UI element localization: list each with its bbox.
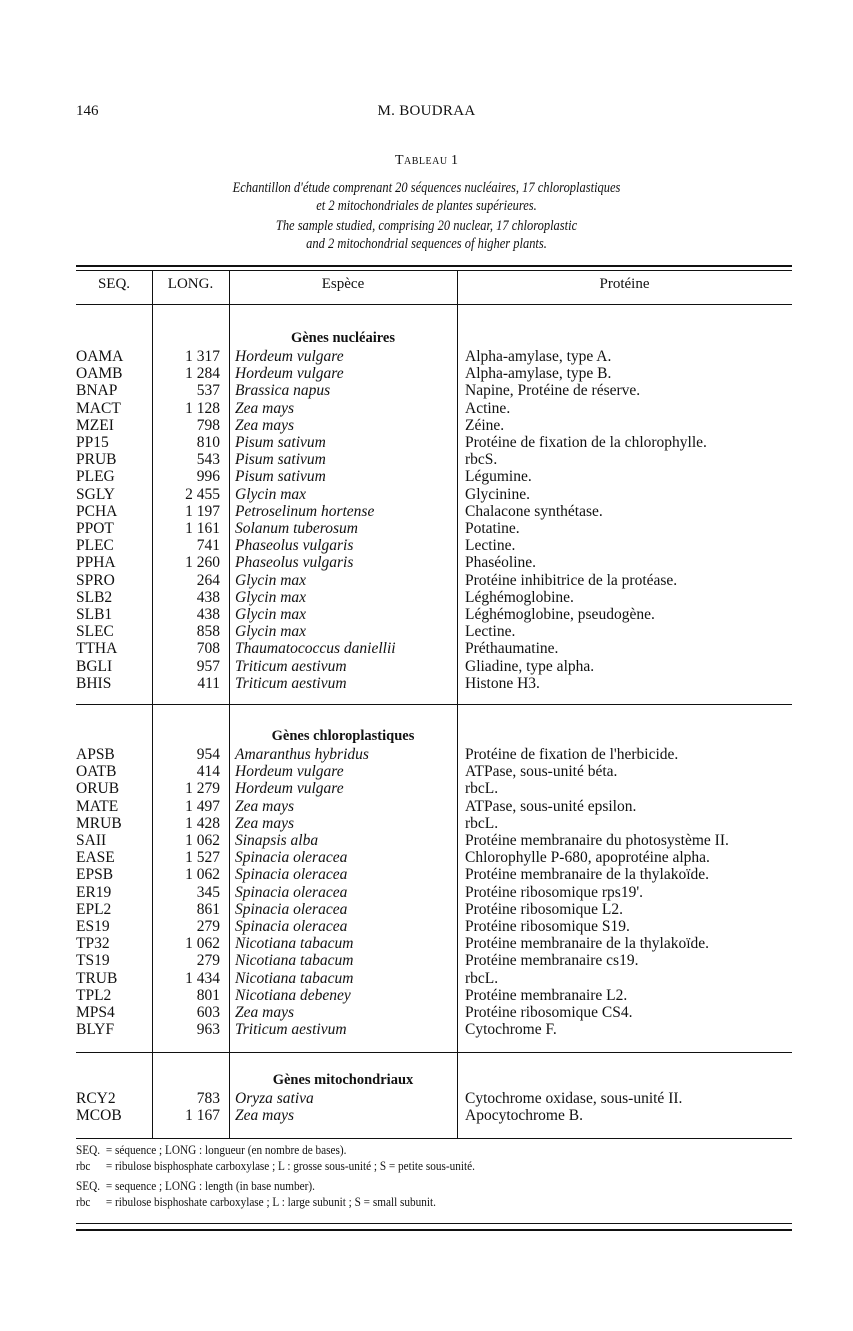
- seq-code: ES19: [76, 918, 110, 935]
- seq-length: 1 434: [185, 969, 220, 987]
- seq-length: 543: [196, 451, 220, 469]
- seq-code: RCY2: [76, 1090, 116, 1107]
- species-name: Spinacia oleracea: [235, 849, 348, 867]
- column-divider: [457, 270, 458, 1138]
- seq-length: 411: [197, 674, 220, 692]
- protein-name: Histone H3.: [465, 674, 540, 692]
- species-name: Zea mays: [235, 416, 294, 434]
- running-head: M. BOUDRAA: [377, 103, 476, 119]
- protein-name: Chlorophylle P-680, apoprotéine alpha.: [465, 849, 710, 867]
- seq-code: BHIS: [76, 674, 112, 692]
- seq-code: OAMB: [76, 365, 123, 383]
- species-name: Hordeum vulgare: [235, 763, 344, 781]
- protein-name: Préthaumatine.: [465, 640, 559, 658]
- species-name: Zea mays: [235, 399, 294, 417]
- protein-name: Protéine membranaire du photosystème II.: [465, 832, 729, 849]
- table-note: [76, 1159, 475, 1174]
- seq-length: 264: [196, 571, 220, 589]
- species-name: Glycin max: [235, 485, 307, 503]
- note-abbrev: rbc: [76, 1195, 91, 1209]
- species-name: Nicotiana debeney: [235, 986, 351, 1004]
- species-name: Thaumatococcus daniellii: [235, 640, 396, 658]
- seq-code: MACT: [76, 399, 121, 417]
- note-definition: = séquence ; LONG : longueur (en nombre de bases).: [103, 1143, 347, 1157]
- seq-code: APSB: [76, 746, 115, 763]
- species-name: Brassica napus: [235, 382, 331, 400]
- note-abbrev: SEQ.: [76, 1143, 101, 1157]
- species-name: Glycin max: [235, 606, 307, 623]
- species-name: Petroselinum hortense: [235, 502, 375, 520]
- seq-length: 438: [196, 588, 220, 606]
- species-name: Pisum sativum: [235, 434, 326, 451]
- bottom-rule-2: [76, 1229, 792, 1231]
- protein-name: Napine, Protéine de réserve.: [465, 382, 641, 400]
- species-name: Triticum aestivum: [235, 657, 347, 675]
- seq-length: 345: [196, 883, 220, 901]
- top-rule-2: [76, 270, 792, 271]
- seq-length: 954: [196, 746, 220, 763]
- seq-code: PLEG: [76, 468, 115, 486]
- seq-length: 1 128: [185, 399, 220, 417]
- species-name: Oryza sativa: [235, 1090, 314, 1107]
- protein-name: Cytochrome oxidase, sous-unité II.: [465, 1090, 683, 1107]
- seq-code: TRUB: [76, 969, 118, 987]
- species-name: Zea mays: [235, 1004, 294, 1021]
- seq-code: SGLY: [76, 485, 115, 503]
- bottom-rule-1: [76, 1223, 792, 1224]
- seq-code: EASE: [76, 849, 115, 867]
- species-name: Spinacia oleracea: [235, 883, 348, 901]
- seq-code: EPSB: [76, 866, 114, 884]
- seq-code: OAMA: [76, 348, 124, 365]
- seq-length: 1 527: [185, 849, 220, 867]
- header-seq: SEQ.: [97, 276, 131, 292]
- table-label: [0, 153, 853, 169]
- seq-length: 2 455: [185, 485, 220, 503]
- page-number: 146: [76, 103, 99, 119]
- seq-code: PLEC: [76, 537, 114, 555]
- seq-length: 438: [196, 606, 220, 623]
- species-name: Spinacia oleracea: [235, 918, 348, 935]
- seq-code: SLB1: [76, 606, 113, 623]
- table-note: [76, 1195, 436, 1210]
- protein-name: rbcS.: [465, 451, 498, 469]
- seq-length: 603: [196, 1004, 220, 1021]
- seq-length: 798: [196, 416, 220, 434]
- protein-name: Cytochrome F.: [465, 1021, 557, 1039]
- seq-length: 963: [196, 1021, 220, 1039]
- seq-length: 1 197: [185, 502, 220, 520]
- species-name: Nicotiana tabacum: [235, 952, 354, 970]
- seq-code: OATB: [76, 763, 117, 781]
- seq-code: SAII: [76, 832, 107, 849]
- species-name: Sinapsis alba: [235, 832, 319, 849]
- section-rule: [76, 1138, 792, 1139]
- protein-name: Léghémoglobine.: [465, 588, 574, 606]
- species-name: Pisum sativum: [235, 468, 326, 486]
- seq-length: 1 161: [185, 520, 220, 537]
- species-name: Hordeum vulgare: [235, 365, 344, 383]
- seq-length: 279: [196, 952, 220, 970]
- column-divider: [152, 270, 153, 1138]
- protein-name: Lectine.: [465, 623, 516, 641]
- protein-name: Phaséoline.: [465, 554, 537, 572]
- seq-length: 801: [196, 986, 220, 1004]
- species-name: Solanum tuberosum: [235, 520, 358, 537]
- seq-length: 279: [196, 918, 220, 935]
- species-name: Glycin max: [235, 588, 307, 606]
- note-definition: = ribulose bisphoshate carboxylase ; L : large subunit ; S = small subunit.: [103, 1195, 436, 1209]
- seq-length: 858: [196, 623, 220, 641]
- note-definition: = ribulose bisphosphate carboxylase ; L : grosse sous-unité ; S = petite sous-unité.: [103, 1159, 475, 1173]
- species-name: Glycin max: [235, 623, 307, 641]
- species-name: Zea mays: [235, 1107, 294, 1125]
- protein-name: Gliadine, type alpha.: [465, 657, 595, 675]
- seq-code: ORUB: [76, 780, 120, 798]
- species-name: Phaseolus vulgaris: [235, 537, 354, 555]
- seq-length: 537: [196, 382, 220, 400]
- seq-code: BLYF: [76, 1021, 115, 1039]
- species-name: Zea mays: [235, 797, 294, 815]
- seq-length: 1 279: [185, 780, 220, 798]
- species-name: Nicotiana tabacum: [235, 969, 354, 987]
- protein-name: ATPase, sous-unité béta.: [465, 763, 618, 781]
- seq-code: PRUB: [76, 451, 117, 469]
- header-proteine: Protéine: [599, 276, 650, 292]
- species-name: Nicotiana tabacum: [235, 935, 354, 953]
- protein-name: Protéine de fixation de la chlorophylle.: [465, 434, 707, 451]
- seq-code: TP32: [76, 935, 110, 953]
- seq-code: MRUB: [76, 814, 122, 832]
- protein-name: Chalacone synthétase.: [465, 502, 603, 520]
- top-rule-1: [76, 265, 792, 267]
- protein-name: rbcL.: [465, 814, 499, 832]
- note-definition: = sequence ; LONG : length (in base number).: [103, 1179, 315, 1193]
- protein-name: Lectine.: [465, 537, 516, 555]
- table-label-number: 1: [451, 153, 459, 168]
- table-label-prefix: Tableau: [394, 153, 448, 168]
- protein-name: Légumine.: [465, 468, 532, 486]
- protein-name: rbcL.: [465, 780, 499, 798]
- protein-name: Protéine membranaire L2.: [465, 986, 628, 1004]
- seq-length: 1 062: [185, 832, 220, 849]
- seq-length: 1 317: [185, 348, 220, 365]
- seq-length: 810: [196, 434, 220, 451]
- header-long: LONG.: [167, 276, 214, 292]
- seq-code: TTHA: [76, 640, 118, 658]
- note-abbrev: rbc: [76, 1159, 91, 1173]
- seq-code: SLB2: [76, 588, 113, 606]
- protein-name: Protéine ribosomique CS4.: [465, 1004, 633, 1021]
- seq-length: 1 260: [185, 554, 220, 572]
- protein-name: Léghémoglobine, pseudogène.: [465, 606, 655, 623]
- protein-name: rbcL.: [465, 969, 499, 987]
- section-rule: [76, 1052, 792, 1053]
- seq-code: PP15: [76, 434, 109, 451]
- header-espece: Espèce: [321, 276, 365, 292]
- seq-length: 741: [196, 537, 220, 555]
- seq-code: MATE: [76, 797, 119, 815]
- caption-fr-line-1: Echantillon d'étude comprenant 20 séquences nucléaires, 17 chloroplastiques: [232, 180, 621, 196]
- protein-name: ATPase, sous-unité epsilon.: [465, 797, 637, 815]
- seq-code: MPS4: [76, 1004, 115, 1021]
- seq-length: 1 428: [185, 814, 220, 832]
- column-divider: [229, 270, 230, 1138]
- seq-length: 1 497: [185, 797, 220, 815]
- species-name: Pisum sativum: [235, 451, 326, 469]
- species-name: Zea mays: [235, 814, 294, 832]
- protein-name: Potatine.: [465, 520, 520, 537]
- species-name: Spinacia oleracea: [235, 900, 348, 918]
- protein-name: Protéine ribosomique L2.: [465, 900, 623, 918]
- protein-name: Protéine membranaire cs19.: [465, 952, 639, 970]
- table-note: [76, 1179, 315, 1194]
- seq-length: 783: [196, 1090, 220, 1107]
- species-name: Hordeum vulgare: [235, 780, 344, 798]
- protein-name: Zéine.: [465, 416, 505, 434]
- seq-code: BNAP: [76, 382, 118, 400]
- seq-code: EPL2: [76, 900, 112, 918]
- caption-en-line-2: and 2 mitochondrial sequences of higher plants.: [306, 236, 547, 252]
- header-rule: [76, 304, 792, 305]
- seq-length: 957: [196, 657, 220, 675]
- protein-name: Protéine membranaire de la thylakoïde.: [465, 935, 710, 953]
- seq-code: PPHA: [76, 554, 116, 572]
- section-title: Gènes nucléaires: [290, 330, 396, 346]
- protein-name: Apocytochrome B.: [465, 1107, 583, 1125]
- seq-length: 708: [196, 640, 220, 658]
- table-note: [76, 1143, 346, 1158]
- protein-name: Glycinine.: [465, 485, 530, 503]
- caption-en-line-1: The sample studied, comprising 20 nuclear, 17 chloroplastic: [275, 218, 578, 234]
- seq-length: 1 062: [185, 935, 220, 953]
- protein-name: Protéine ribosomique S19.: [465, 918, 630, 935]
- seq-code: BGLI: [76, 657, 113, 675]
- caption-fr-line-2: et 2 mitochondriales de plantes supérieures.: [316, 198, 537, 214]
- species-name: Phaseolus vulgaris: [235, 554, 354, 572]
- seq-code: PPOT: [76, 520, 114, 537]
- protein-name: Protéine membranaire de la thylakoïde.: [465, 866, 710, 884]
- species-name: Hordeum vulgare: [235, 348, 344, 365]
- protein-name: Alpha-amylase, type B.: [465, 365, 612, 383]
- seq-length: 414: [196, 763, 220, 781]
- section-title: Gènes mitochondriaux: [272, 1072, 414, 1088]
- seq-length: 1 167: [185, 1107, 220, 1125]
- protein-name: Actine.: [465, 399, 511, 417]
- seq-code: MZEI: [76, 416, 114, 434]
- species-name: Spinacia oleracea: [235, 866, 348, 884]
- seq-length: 1 284: [185, 365, 220, 383]
- seq-code: TS19: [76, 952, 110, 970]
- protein-name: Protéine inhibitrice de la protéase.: [465, 571, 678, 589]
- species-name: Glycin max: [235, 571, 307, 589]
- species-name: Triticum aestivum: [235, 1021, 347, 1039]
- seq-code: TPL2: [76, 986, 112, 1004]
- protein-name: Protéine ribosomique rps19'.: [465, 883, 644, 901]
- seq-length: 996: [196, 468, 220, 486]
- section-title: Gènes chloroplastiques: [271, 728, 415, 744]
- seq-length: 861: [196, 900, 220, 918]
- seq-code: SPRO: [76, 571, 115, 589]
- protein-name: Alpha-amylase, type A.: [465, 348, 612, 365]
- protein-name: Protéine de fixation de l'herbicide.: [465, 746, 679, 763]
- seq-code: MCOB: [76, 1107, 122, 1125]
- seq-length: 1 062: [185, 866, 220, 884]
- section-rule: [76, 704, 792, 705]
- seq-code: PCHA: [76, 502, 118, 520]
- seq-code: SLEC: [76, 623, 114, 641]
- species-name: Amaranthus hybridus: [235, 746, 369, 763]
- seq-code: ER19: [76, 883, 112, 901]
- species-name: Triticum aestivum: [235, 674, 347, 692]
- note-abbrev: SEQ.: [76, 1179, 101, 1193]
